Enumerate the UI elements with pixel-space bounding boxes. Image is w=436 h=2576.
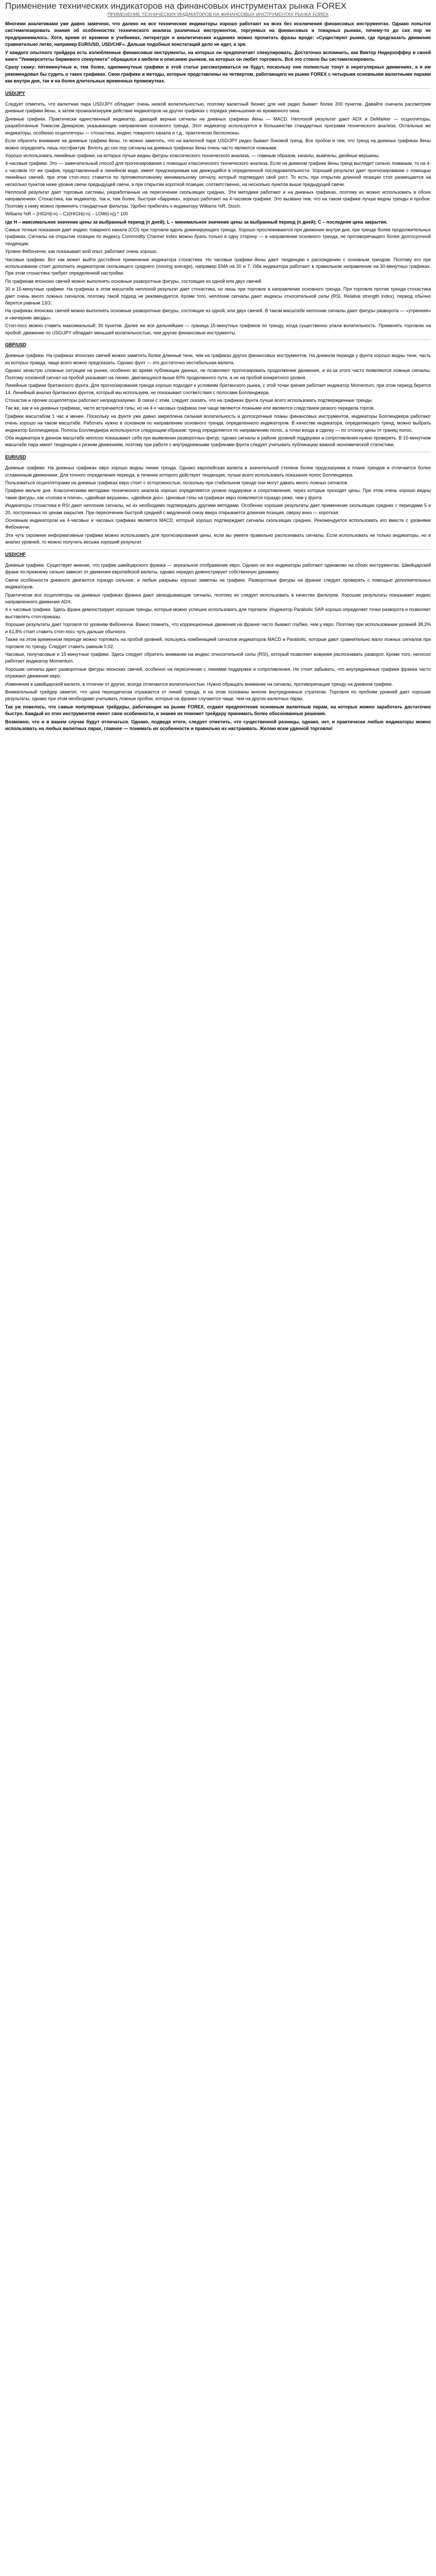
paragraph: 30 и 15-минутные графики. На графиках в этом масштабе неплохой результат дает стохастика, но лишь при торговле в направлении основного тренда. При торговле против тренда стохастика дает очень много ложных сигналов, поэтому такой подход не рекомендуется. Кроме того, неплохие сигналы дают индексы относительной силы (RSI, Relative strength index), период обычно берется равным 13/3. [5,286,431,306]
paragraph: Основным индикатором на 4-часовых и часовых графиках является MACD, который хорошо подтверждает сигналы скользящих средних. Рекомендуется использовать его вместе с уровнями Фибоначчи. [5,518,431,530]
paragraph: На графиках японских свечей можно выполнять основные разворотные фигуры, состоящие из одной, или двух свечей. В таком масштабе неплохие сигналы дают фигуры разворота — «утренняя» и «вечерняя звезды». [5,308,431,320]
paragraph: Хорошо использовать линейные графики, на которых лучше видны фигуры классического технического анализа, — главным образом, каналы, вымпелы, двойные вершины. [5,152,380,158]
paragraph: Графики масштабом 1 час и менее. Поскольку на фунте уже давно закреплена сильная волатильность и долгосрочные планы финансовых инструментов, индикаторы Боллинджера работают очень хорошо на таком масштабе. Работать нужно в основном по направлению основного тренда, определенного индикатором. В качестве индикатора, определяющего тренд, можно выбрать индикатор Боллинджера. Полосы Боллинджера используются следующим образом: тренд определяется по направлению полос, а точки входа в сделку — по отскоку цены от границ полос. [5,413,431,433]
paragraph: Свечи особенности дневного двигаются гораздо сильнее, и любые разрывы хорошо заметны на графике. Разворотные фигуры на франке следует проверять с помощью дополнительных индикаторов. [5,577,431,590]
paragraph: Часовые, получасовые и 15-минутные графики. Здесь следует обратить внимание на индекс относительной силы (RSI), который позволяет вовремя распознавать разворот. Кроме того, неплохо работает индикатор Momentum. [5,651,431,664]
paragraph: 4-х часовые графики. Здесь франк демонстрирует хорошие тренды, которые можно успешно использовать для торговли. Индикатор Parabolic SAR хорошо определяет точки разворота и позволяет выставлять стоп-приказы. [5,607,431,619]
paragraph: Стохастик и прочие осцилляторы работают непредсказуемо. В связи с этим, следует сказать, что на графиках фунта лучше всего использовать подтвержденные тренды. [5,397,373,403]
paragraph: Часовые графики. Вот как может выйти достойное применение индикатора стохастики. Но часовые графики йены дают тенденцию к расхождению с основным трендом. Поэтому его при использовании стоит дополнить индикатором скользящего среднего (moving average), например EMA на 20 и 7. Оба индикатора работают в правильном направлении на 30-минутных графиках. При этом стохастика требует определенной настройки. [5,257,431,276]
paragraph: По графикам японских свечей можно выполнять основные разворотные фигуры, состоящие из одной или двух свечей. [5,278,263,284]
divider [5,549,431,550]
paragraph: Сразу скажу: пятиминутные и, тем более, одноминутные графики в этой статье рассматриваться не будут, поскольку они полностью тонут в нерегулярных движениях, а я им рекомендовал бы судить о таких графиках. Свои графики и методы, которые представлены на четвертом, работающего на рынке FOREX с четырьмя основными валютными парами как внутри дня, так и на более длительных временных промежутках. [5,64,431,84]
paragraph: Стоп-лосс можно ставить максимальный: 30 пунктов. Далее же все дальнейшее — граница 15-минутных графиков по тренду, когда существенно упала волатильность. Применять торговлю на пробой: движение по USD/JPY обладает меньшей волатильностью, чем другие финансовые инструменты. [5,323,431,335]
paragraph: Внимательный трейдер заметит, что цена периодически отражается от линий тренда, и на этом основаны многие внутридневные стратегии. Торговля по пробоям уровней дает хорошие результаты, однако при этом необходимо учитывать ложные пробои, которые на франке случаются чаще, чем на других валютных парах. [5,689,431,702]
paragraph: Дневные графики. На дневных графиках евро хорошо видны линии тренда. Однако европейская валюта в значительной степени более предсказуема в плане трендов и отличается более сглаженным движением. Для точного определения периода, в течение которого действует тенденция, лучше всего использовать показания полос Боллинджера. [5,465,431,478]
paragraph: Следует отметить, что валютная пара USD/JPY обладает очень низкой волатильностью, поэтому валютный бизнес для неё редко бывает более 200 пунктов. Давайте сначала рассмотрим дневные графики йены, а затем проанализируем действие индикаторов на других графиках с порядка уменьшения их временного окна. [5,101,431,114]
paragraph: Если обратить внимание на дневные графики йены, то можно заметить, что на валютной паре USD/JPY редко бывает боковой тренд. Все пробои и тем, что тренд на дневных графиках йены можно определить лишь постфактум. Вплоть до сих пор сигналы на дневных графиках йены очень часто являются ложными. [5,138,431,150]
section-heading: GBP/USD [5,342,27,348]
paragraph: Так же, как и на дневных графиках, часто встречаются гэпы, но на 4-х часовых графиках они чаще являются ложными или являются следствием резкого передела торгов. [5,405,375,411]
section-separator [5,549,431,558]
section-heading: USD/CHF [5,551,26,557]
paragraph: Также на этом временном периоде можно торговать на пробой уровней, пользуясь комбинацией сигналов индикаторов MACD и Parabolic, которые дают сравнительно мало ложных сигналов при торговле по тренду. Следует ставить равным 0,02. [5,637,431,649]
divider [5,88,431,89]
article-body [5,21,431,732]
paragraph: Изменения в швейцарской валюте, в отличие от других, всегда отличаются волатильностью. Нужно обращать внимание на сигналы, противоречащие тренду на дневном графике. [5,681,393,687]
page-title: Применение технических индикаторов на финансовых инструментах рынка FOREX [5,1,347,11]
paragraph: Неплохой результат дает торговые системы, разработанные на пересечении скользящих средних. Эти методики работают и на дневных графиках, поэтому их можно использовать в обоих направлениях. Стохастика, как индикатор, так и, тем более, быстрая «баррика», хорошо работают на 4-часовом графике. Это вызвано тем, что на таком графике лучше видны тренды и пробои. Поэтому к нему можно применять стандартные фильтры. Удобно прибегать к индикатору Williams %R, Stoch. [5,189,431,209]
paragraph: 4-часовые графики. Это — замечательный способ для прогнозирования с помощью классического технического анализа. Если на дневном графике йены тренд выглядит сильно ломаным, то на 4-х часовом тот же график, представленный в линейном виде, имеет предсказуемым как движущийся в определенной последовательности. Хороший результат дает прогнозирование с помощью линейных свечей, при этом стоп-лосс ставится по противоположному минимальному сигналу, который подтвердил свой рост. То есть, при открытии длинной позиции стоп размещается на несколько пунктов ниже уровня свечи предыдущей свечи, а при открытии короткой позиции, соответственно, на несколько пунктов выше предыдущей свечи. [5,161,431,187]
section-heading: USD/JPY [5,90,25,96]
paragraph: Пользоваться осцилляторами на дневных графиках евро стоит с осторожностью, поскольку при стабильном тренде они могут давать много ложных сигналов. [5,480,348,485]
paragraph: Дневные графики. Существует мнение, что график швейцарского франка — зеркальное отображение евро. Однако не все индикаторы работают одинаково на обоих инструментах. Швейцарский франк по-прежнему сильно зависит от движения европейской валюты, однако нередко демонстрирует собственную динамику. [5,563,431,575]
subtitle-link[interactable]: ПРИМЕНЕНИЕ ТЕХНИЧЕСКИХ ИНДИКАТОРОВ НА ФИНАНСОВЫХ ИНСТРУМЕНТАХ РЫНКА FOREX [107,12,329,17]
section-heading: EUR/USD [5,454,26,460]
section-separator [5,452,431,461]
paragraph: Многими аналитиками уже давно замечено, что далеко не все технические индикаторы хорошо работают на всех без исключения финансовых инструментах. Однако попыток систематизировать знания об особенностях технического анализа различных инструментов, торгуемых на финансовых и товарных рынках, почему-то до сих пор не предпринималось. Хотя, время от времени в учебниках, литературе и аналитических изданиях можно прочитать фразы вроде: «Существуют рынки, где предсказать движение сравнительно легко, например EUR/USD, USD/CHF». Дальше подобных констатаций дело не идет, а зря. [5,21,431,47]
paragraph: Графики мельче дня. Классическими методами технического анализа хорошо определяются уровни поддержки и сопротивления, через которые проходят цены. При этом очень хорошо видны такие фигуры, как «голова и плечи», «двойная вершина», «двойное дно». Ценовые гэпы на графиках евро появляются гораздо реже, чем у фунта. [5,488,431,500]
paragraph: Возможно, что и в вашем случае будут отличаться. Однако, подведя итоги, следует отметить, что существенной разницы, однако, нет, и практически любые индикаторы можно использовать на любых валютных парах, главное — понимать их особенности и правильно их настраивать. Желаю всем удачной торговли! [5,719,431,731]
paragraph: Однако зачастую сложные ситуации на рынке, особенно во время публикации данных, не позволяют прогнозировать продолжение движения, и из-за этого часто появляются ложные сигналы. Поэтому основной сигнал на пробой указывает на линию, двигающуюся выше 60% проделанного пути, а не на пробой конкретного уровня. [5,368,431,380]
paragraph: Эти чуть скромнее информативные графики можно использовать для прогнозирования цены, если вы умеете правильно распознавать сигналы. Если использовать не только индикаторы, но и анализ уровней, то можно получить весьма хороший результат. [5,532,431,545]
paragraph: где H – максимальное значение цены за выбранный период (n дней); L – минимальное значение цены за выбранный период (n дней); C – последняя цена закрытия. [5,219,388,225]
paragraph: У каждого опытного трейдера есть излюбленные финансовые инструменты, на которых он предпочитает спекулировать. Достаточно вспомнить, как Виктор Нидерхоффер в своей книге "Университеты биржевого спекулянта" обращался к мебели и описанию рынков, на которых он любит торговать. Всё это стоило бы систематизировать. [5,49,431,62]
paragraph: Индикаторы стохастика и RSI дают неплохие сигналы, но их необходимо подтверждать другими методами. Особенно хорошие результаты дает применение скользящих средних с периодами 5 и 20, построенных по ценам закрытия. При пересечении быстрой средней с медленной снизу вверх открывается длинная позиция, сверху вниз — короткая. [5,503,431,515]
paragraph: Хорошие результаты дает торговля по уровням Фибоначчи. Важно помнить, что коррекционные движения на франке часто бывают глубже, чем у евро. Поэтому при использовании уровней 38,2% и 61,8% стоит ставить стоп-лосс чуть дальше обычного. [5,622,431,634]
paragraph: Уровни Фибоначчи, как показывает мой опыт, работают очень хорошо. [5,249,158,255]
paragraph: Дневные графики. На графиках японских свечей можно заметить более длинные тени, чем на графиках других финансовых инструментов. На дневном периоде у фунта хорошо видны тени, часть из которых правда, чаще всего можно предсказать. Однако фунт — это достаточно нестабильная валюта. [5,353,431,365]
section-separator [5,340,431,348]
paragraph: Хорошие сигналы дают разворотные фигуры японских свечей, особенно на пересечении с линиями поддержки и сопротивления. Не стоит забывать, что внутридневные графики франка часто отражают движения евро. [5,666,431,679]
article-header [5,1,431,18]
article [0,1,436,732]
paragraph: Практически все осцилляторы на дневных графиках франка дают запаздывающие сигналы, поэтому их следует использовать в качестве фильтров. Хорошие результаты показывает индекс направленного движения ADX. [5,592,431,605]
paragraph: Так уж повелось, что самые популярные трейдеры, работающие на рынке FOREX, отдают предпочтение основным валютным парам, на которых можно заработать достаточно быстро. Каждый из этих инструментов имеет свои особенности, и знание их поможет трейдеру принимать более обоснованные решения. [5,704,431,717]
paragraph: Самые точные показания дает индекс товарного канала (CCI) при торговле вдоль доминирующего тренда. Хорошо прослеживаются при движении внутри дня, при тренде более продолжительных графиках. Сигналы на открытие позиции по индексу Commodity Channel Index можно брать только в одну сторону — в направлении основного тренда, не противоречащего более долгосрочной тенденции. [5,227,431,246]
section-separator [5,88,431,97]
paragraph: Дневные графики. Практически единственный индикатор, дающий верные сигналы на дневных графиках йены — MACD. Неплохой результат дают ADX и DeMarker — осцилляторы, разработанные Томасом Демарком, указывающие направление основного тренда. Этот индикатор используется в большинстве стандартных программ технического анализа. Остальные же индикаторы, особенно осцилляторы — стохастика, индекс товарного канала и т.д., практически бесполезны. [5,116,431,135]
paragraph: Оба индикатора в данном масштабе неплохо показывают себя при выявлении разворотных фигур, однако сигналы в районе уровней поддержки и сопротивления нужно проверять. В 15-минутном масштабе пара имеет тенденцию к резким движениям, поэтому при работе с внутридневными графиками фунта следует учитывать публикацию важной экономической статистики. [5,435,431,448]
paragraph: Линейные графики британского фунта. Для прогнозирования тренда хорошо подходит к условиям британского рынка, с этой точки зрения работает индикатор Momentum, при этом период берется 14. Линейный анализ британских фунтов, который мы используем, не показывает соответствия с полосами Боллинджера. [5,383,431,395]
paragraph: Williams %R = (HIGH(i-n) – C)/(HIGH(i-n) – LOW(i-n)) * 100 [5,211,128,217]
